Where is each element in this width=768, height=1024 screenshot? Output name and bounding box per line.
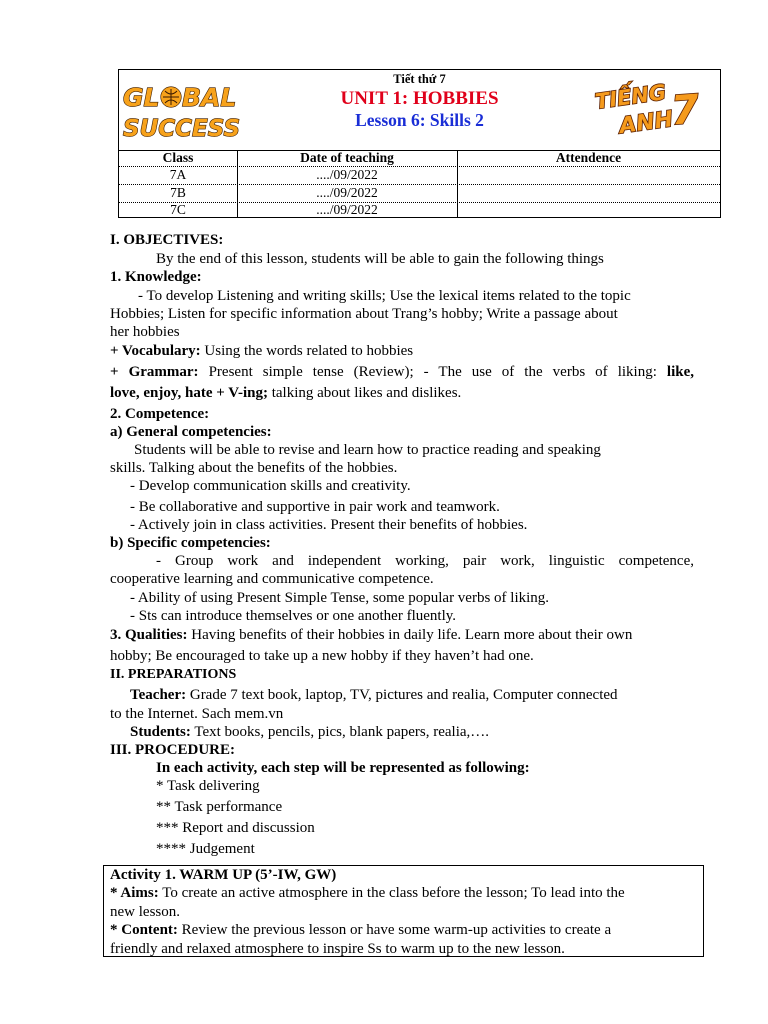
general-competencies-heading: a) General competencies:	[110, 424, 272, 440]
aims-line-1	[110, 884, 694, 902]
students-text: Text books, pencils, pics, blank papers, realia,….	[190, 724, 490, 740]
vocabulary-line	[110, 342, 694, 360]
row-class-7a: 7A	[169, 167, 187, 182]
row-date-7b: ..../09/2022	[316, 185, 378, 200]
procedure-intro: In each activity, each step will be represented as following:	[156, 760, 530, 776]
tieng-anh-7-logo	[593, 78, 701, 140]
aims-line-2: new lesson.	[110, 904, 180, 920]
svg-text:7: 7	[669, 86, 701, 135]
unit-title: UNIT 1: HOBBIES	[340, 88, 499, 109]
row-date-7a: ..../09/2022	[316, 167, 378, 182]
general-line-5: - Actively join in class activities. Present their benefits of hobbies.	[130, 517, 528, 533]
vocabulary-text: Using the words related to hobbies	[200, 343, 414, 359]
teacher-line-1	[130, 686, 714, 704]
general-line-3: - Develop communication skills and creativity.	[130, 478, 411, 494]
column-header-class: Class	[162, 150, 194, 165]
grammar-text-2: talking about likes and dislikes.	[267, 385, 462, 401]
general-line-1: Students will be able to revise and learn how to practice reading and speaking	[134, 442, 601, 458]
content-label: * Content:	[110, 922, 178, 938]
column-header-date: Date of teaching	[300, 150, 394, 165]
lesson-header-table	[118, 69, 721, 218]
objectives-heading: I. OBJECTIVES:	[110, 232, 224, 248]
specific-line-2: cooperative learning and communicative competence.	[110, 571, 434, 587]
knowledge-line-2: Hobbies; Listen for specific information about Trang’s hobby; Write a passage about	[110, 306, 618, 322]
procedure-heading: III. PROCEDURE:	[110, 742, 236, 758]
procedure-step-4: **** Judgement	[156, 841, 255, 857]
students-label: Students:	[130, 724, 191, 740]
grammar-line-2	[110, 384, 694, 402]
svg-text:TIẾNG: TIẾNG	[593, 80, 668, 114]
grammar-verbs-2: love, enjoy, hate + V-ing;	[110, 385, 268, 401]
row-date-7c: ..../09/2022	[316, 202, 378, 217]
column-header-attendance: Attendence	[555, 150, 622, 165]
svg-text:GL: GL	[123, 83, 160, 112]
grammar-text: Present simple tense (Review); - The use of the verbs of liking:	[198, 364, 667, 380]
svg-text:BAL: BAL	[182, 83, 237, 112]
header-title-area	[119, 70, 720, 150]
specific-line-3: - Ability of using Present Simple Tense, some popular verbs of liking.	[130, 590, 550, 606]
row-class-7b: 7B	[170, 185, 186, 200]
general-line-4: - Be collaborative and supportive in pair work and teamwork.	[130, 499, 500, 515]
teacher-label: Teacher:	[130, 687, 187, 703]
qualities-text: Having benefits of their hobbies in daily life. Learn more about their own	[187, 627, 633, 643]
qualities-line-1	[110, 626, 694, 644]
procedure-step-1: * Task delivering	[156, 778, 260, 794]
svg-text:SUCCESS: SUCCESS	[123, 116, 241, 142]
preparations-heading: II. PREPARATIONS	[110, 667, 237, 682]
activity-1-title: Activity 1. WARM UP (5’-IW, GW)	[110, 867, 337, 883]
content-line-1	[110, 921, 694, 939]
aims-text: To create an active atmosphere in the class before the lesson; To lead into the	[158, 885, 625, 901]
general-line-2: skills. Talking about the benefits of the hobbies.	[110, 460, 398, 476]
aims-label: * Aims:	[110, 885, 159, 901]
students-line	[130, 723, 714, 741]
teacher-text: Grade 7 text book, laptop, TV, pictures and realia, Computer connected	[186, 687, 618, 703]
specific-line-4: - Sts can introduce themselves or one another fluently.	[130, 608, 457, 624]
content-text: Review the previous lesson or have some warm-up activities to create a	[177, 922, 612, 938]
competence-heading: 2. Competence:	[110, 406, 210, 422]
procedure-step-3: *** Report and discussion	[156, 820, 315, 836]
svg-text:ANH: ANH	[617, 106, 675, 140]
row-class-7c: 7C	[170, 202, 186, 217]
lesson-title: Lesson 6: Skills 2	[355, 110, 484, 130]
grammar-verbs-1: like,	[666, 364, 695, 380]
knowledge-line-3: her hobbies	[110, 324, 180, 340]
period-number: Tiết thứ 7	[393, 72, 446, 86]
knowledge-line-1: - To develop Listening and writing skills; Use the lexical items related to the topic	[138, 288, 631, 304]
objectives-intro: By the end of this lesson, students will be able to gain the following things	[156, 251, 604, 267]
teacher-line-2: to the Internet. Sach mem.vn	[110, 706, 284, 722]
qualities-label: 3. Qualities:	[110, 627, 188, 643]
content-line-2: friendly and relaxed atmosphere to inspire Ss to warm up to the new lesson.	[110, 941, 565, 957]
procedure-step-2: ** Task performance	[156, 799, 283, 815]
specific-competencies-heading: b) Specific competencies:	[110, 535, 271, 551]
grammar-label: + Grammar:	[110, 364, 199, 380]
vocabulary-label: + Vocabulary:	[110, 343, 201, 359]
grammar-line-1	[110, 363, 694, 381]
qualities-line-2: hobby; Be encouraged to take up a new hobby if they haven’t had one.	[110, 648, 534, 664]
specific-line-1: - Group work and independent working, pair work, linguistic competence,	[156, 553, 694, 569]
knowledge-heading: 1. Knowledge:	[110, 269, 202, 285]
